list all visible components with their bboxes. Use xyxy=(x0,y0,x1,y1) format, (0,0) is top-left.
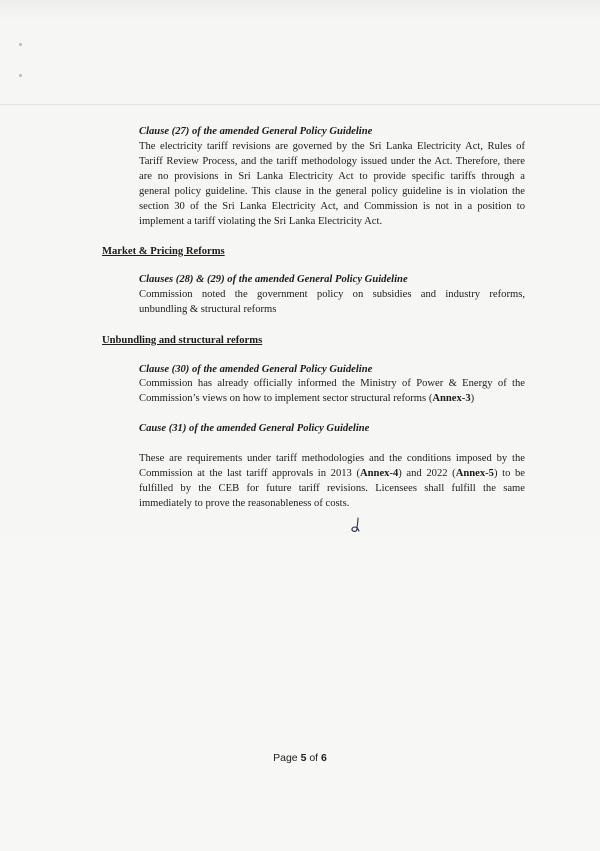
clause-28-29-heading: Clauses (28) & (29) of the amended General Policy Guideline xyxy=(139,274,408,285)
current-page-number: 5 xyxy=(300,752,307,764)
section-market-pricing-reforms: Market & Pricing Reforms xyxy=(102,246,225,257)
section-unbundling-structural-reforms: Unbundling and structural reforms xyxy=(102,335,263,346)
paragraph-line: are no provisions in Sri Lanka Electricity Act to provide specific tariffs through a xyxy=(139,171,525,182)
header-rule xyxy=(0,104,600,105)
annex-4-reference: Annex-4 xyxy=(360,468,399,479)
paragraph-line: general policy guideline. This clause in the general policy guideline is in violation the xyxy=(139,186,525,197)
page-number-footer xyxy=(0,752,600,764)
paragraph-line: The electricity tariff revisions are governed by the Sri Lanka Electricity Act, Rules of xyxy=(139,141,525,152)
paragraph-line: fulfilled by the CEB for future tariff revisions. Licensees shall fulfill the same xyxy=(139,483,525,494)
paragraph-line: immediately to prove the reasonableness of costs. xyxy=(139,498,350,509)
paragraph-line: These are requirements under tariff methodologies and the conditions imposed by the xyxy=(139,453,525,464)
paragraph-line: unbundling & structural reforms xyxy=(139,304,277,315)
paragraph-line: Tariff Review Process, and the tariff methodology issued under the Act. Therefore, there xyxy=(139,156,525,167)
text-run: ) xyxy=(470,393,475,404)
annex-5-reference: Annex-5 xyxy=(455,468,494,479)
punch-hole-mark xyxy=(19,43,22,46)
text-run: Commission’s views on how to implement sector structural reforms ( xyxy=(139,393,433,404)
paragraph-line xyxy=(139,466,525,481)
paragraph-line: implement a tariff violating the Sri Lanka Electricity Act. xyxy=(139,216,383,227)
clause-28-29-paragraph xyxy=(139,287,525,317)
punch-hole-mark xyxy=(19,74,22,77)
clause-30-heading: Clause (30) of the amended General Policy Guideline xyxy=(139,364,373,375)
total-pages-number: 6 xyxy=(321,752,327,764)
initials-signature xyxy=(349,517,363,533)
annex-3-reference: Annex-3 xyxy=(432,393,471,404)
clause-27-paragraph xyxy=(139,139,525,229)
paragraph-line: section 30 of the Sri Lanka Electricity Act, and Commission is not in a position to xyxy=(139,201,525,212)
text-run: Commission at the last tariff approvals in 2013 ( xyxy=(139,468,361,479)
clause-31-heading: Cause (31) of the amended General Policy Guideline xyxy=(139,423,370,434)
paragraph-line xyxy=(139,391,525,406)
page-label: Page xyxy=(273,752,298,764)
paragraph-line: Commission has already officially informed the Ministry of Power & Energy of the xyxy=(139,378,525,389)
clause-27-heading: Clause (27) of the amended General Policy Guideline xyxy=(139,126,373,137)
of-label: of xyxy=(309,752,319,764)
text-run: ) and 2022 ( xyxy=(398,468,456,479)
clause-30-paragraph xyxy=(139,376,525,406)
clause-31-paragraph xyxy=(139,451,525,511)
paragraph-line: Commission noted the government policy on subsidies and industry reforms, xyxy=(139,289,525,300)
text-run: ) to be xyxy=(493,468,525,479)
